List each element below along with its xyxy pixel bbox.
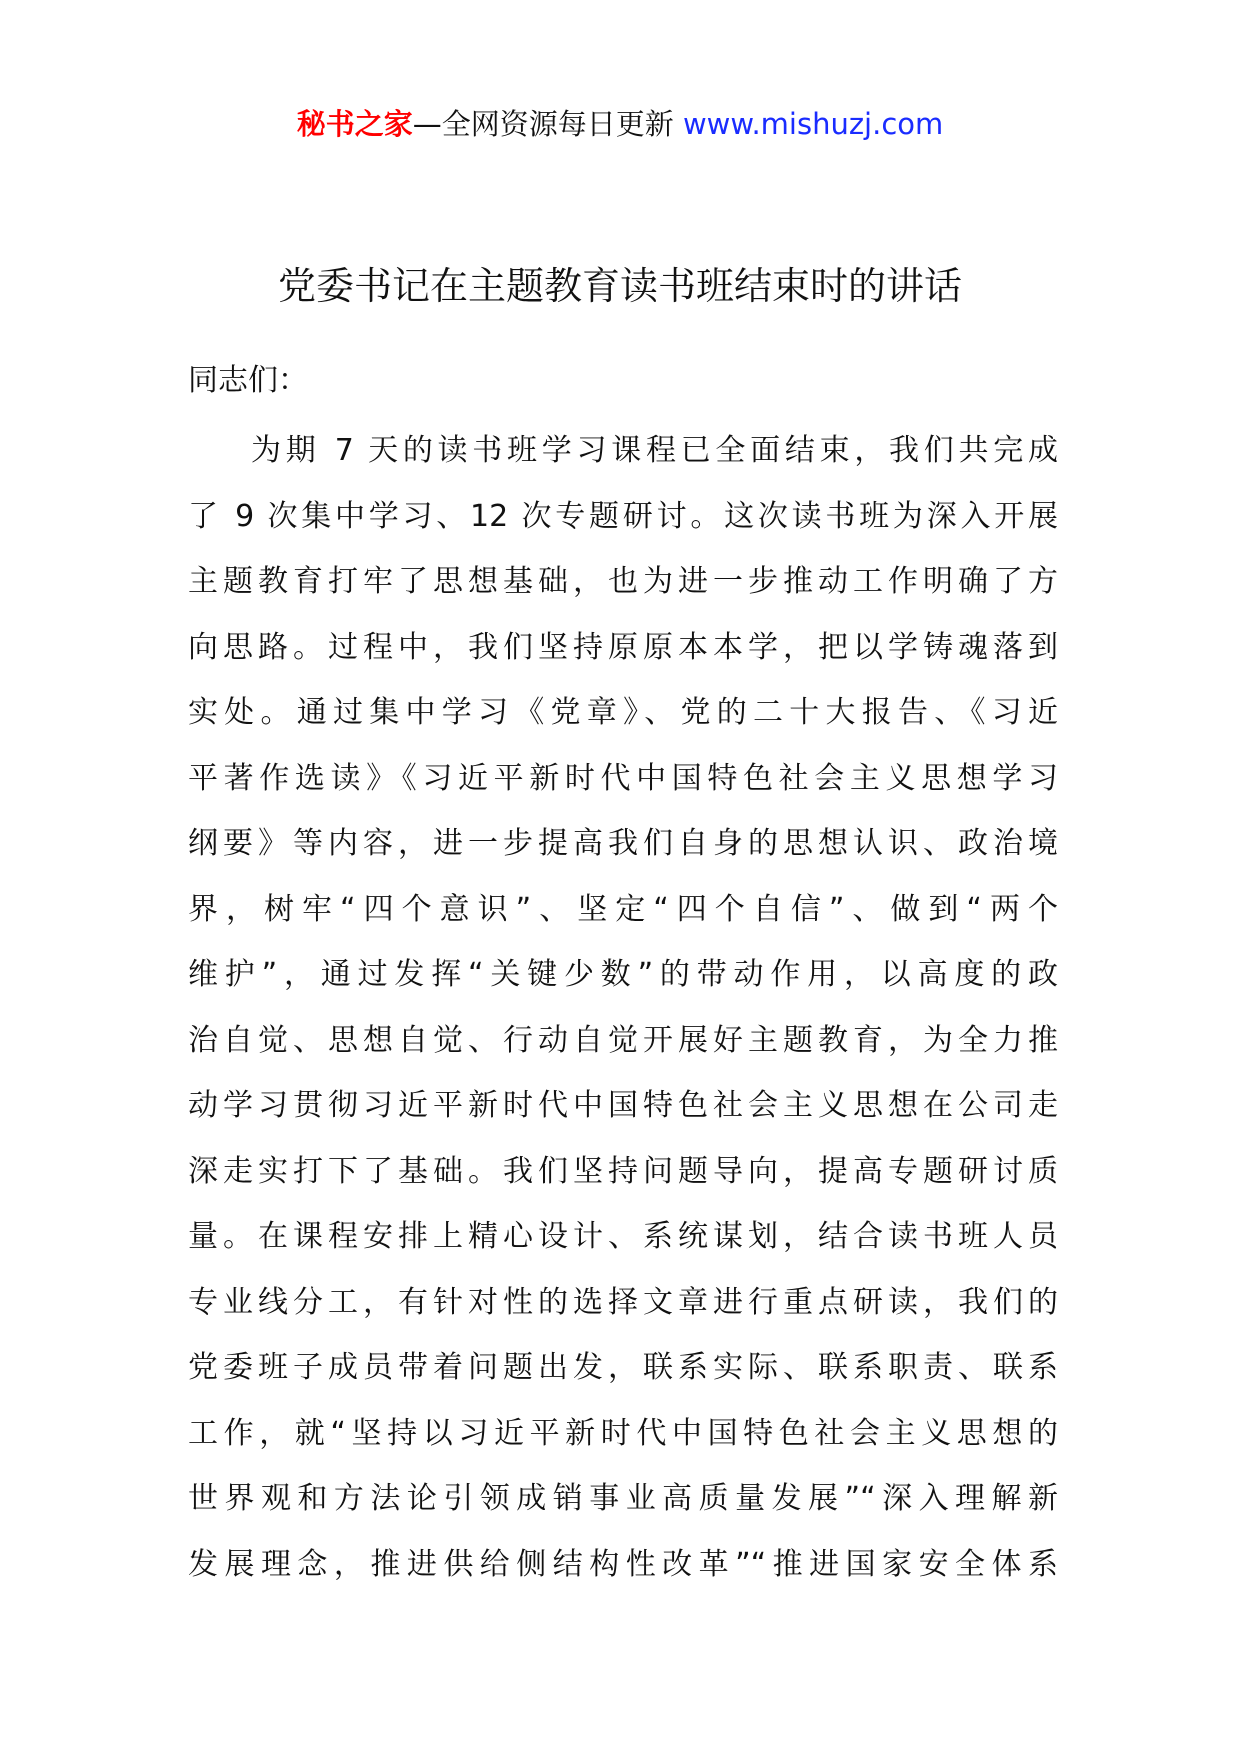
body-line: 治自觉、思想自觉、行动自觉开展好主题教育，为全力推 [188,1022,1058,1058]
body-line: 主题教育打牢了思想基础，也为进一步推动工作明确了方 [188,564,1058,599]
body-line: 纲要》等内容，进一步提高我们自身的思想认识、政治境 [188,826,1058,861]
salutation: 同志们： [188,363,308,398]
body-line: 党委班子成员带着问题出发，联系实际、联系职责、联系 [188,1350,1058,1385]
site-url-link[interactable]: www.mishuzj.com [682,107,944,141]
body-paragraph [188,418,1058,1597]
document-title: 党委书记在主题教育读书班结束时的讲话 [277,264,962,308]
header-tagline: —全网资源每日更新 [412,107,674,141]
body-line: 专业线分工，有针对性的选择文章进行重点研读，我们的 [188,1284,1058,1320]
body-line: 为期 7 天的读书班学习课程已全面结束，我们共完成 [251,433,1058,468]
brand-name: 秘书之家 [296,107,413,141]
body-line: 界，树牢“四个意识”、坚定“四个自信”、做到“两个 [188,891,1058,927]
body-line: 向思路。过程中，我们坚持原原本本学，把以学铸魂落到 [188,629,1058,665]
site-header [0,102,1240,146]
body-line: 世界观和方法论引领成销事业高质量发展”“深入理解新 [188,1481,1058,1516]
body-line: 实处。通过集中学习《党章》、党的二十大报告、《习近 [188,695,1058,730]
body-line: 平著作选读》《习近平新时代中国特色社会主义思想学习 [188,760,1058,796]
body-line: 发展理念，推进供给侧结构性改革”“推进国家安全体系 [188,1546,1058,1582]
body-line: 工作，就“坚持以习近平新时代中国特色社会主义思想的 [188,1415,1058,1451]
body-line: 了 9 次集中学习、12 次专题研讨。这次读书班为深入开展 [188,498,1058,534]
body-line: 维护”，通过发挥“关键少数”的带动作用，以高度的政 [188,957,1058,992]
body-line: 动学习贯彻习近平新时代中国特色社会主义思想在公司走 [188,1088,1058,1123]
body-line: 量。在课程安排上精心设计、系统谋划，结合读书班人员 [188,1219,1058,1254]
body-line: 深走实打下了基础。我们坚持问题导向，提高专题研讨质 [188,1153,1058,1189]
